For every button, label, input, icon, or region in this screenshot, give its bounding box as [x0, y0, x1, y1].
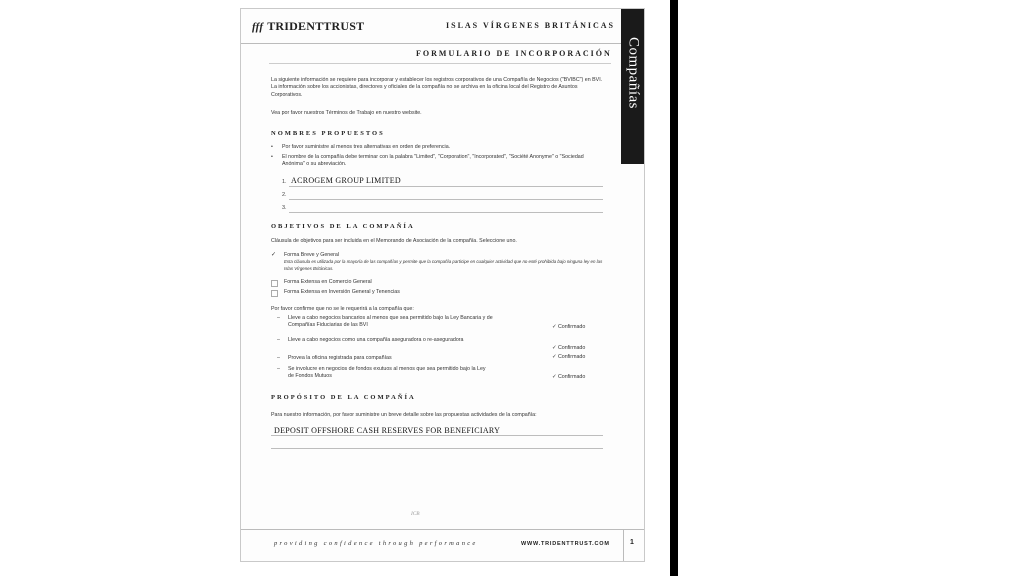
- confirm-item-registered-office: Provea la oficina registrada para compañías: [288, 355, 392, 361]
- confirmed-insurance: [552, 345, 585, 351]
- confirmed-label: Confirmado: [557, 324, 586, 330]
- scan-edge-bar: [670, 0, 678, 576]
- form-page: [240, 8, 645, 562]
- proposed-name-1: ACROGEM GROUP LIMITED: [291, 176, 402, 185]
- option-extensive-commerce: Forma Extensa en Comercio General: [284, 279, 372, 285]
- form-title: FORMULARIO DE INCORPORACIÓN: [416, 49, 612, 58]
- section-heading-purpose: PROPÓSITO DE LA COMPAÑÍA: [271, 394, 416, 401]
- section-heading-names: NOMBRES PROPUESTOS: [271, 130, 385, 137]
- side-tab-label: Compañías: [625, 37, 641, 109]
- trident-logo-icon: fff: [252, 21, 264, 33]
- objectives-intro: Cláusula de objetivos para ser incluida en el Memorando de Asociación de la compañía. Seleccione uno.: [271, 238, 517, 244]
- handwritten-initials: ICB: [411, 511, 420, 517]
- confirmed-label: Confirmado: [557, 374, 586, 380]
- confirm-item-banking: Lleve a cabo negocios bancarios al menos que sea permitido bajo la Ley Bancaria y de Compañías Fiduciarias de las BVI: [288, 315, 493, 329]
- confirm-intro: Por favor confirme que no se le requerirá a la compañía que:: [271, 306, 414, 312]
- region-title: ISLAS VÍRGENES BRITÁNICAS: [446, 21, 616, 30]
- footer-tagline: providing confidence through performance: [274, 540, 478, 547]
- check-mark-icon: ✓: [552, 354, 557, 360]
- name-line-2: [289, 199, 603, 200]
- names-bullet-1: Por favor suministre al menos tres alternativas en orden de preferencia.: [282, 144, 451, 150]
- name-line-3: [289, 212, 603, 213]
- check-mark-icon: ✓: [271, 252, 277, 258]
- confirmed-label: Confirmado: [557, 354, 586, 360]
- name-line-1: [289, 186, 603, 187]
- dash-icon: –: [277, 315, 280, 321]
- names-bullet-2: El nombre de la compañía debe terminar con la palabra "Limited", "Corporation", "Incorporated", "Société Anonyme" o "Sociedad Anónima" o su abreviación.: [282, 154, 584, 168]
- confirmed-label: Confirmado: [557, 345, 586, 351]
- name-number-3: 3.: [282, 205, 287, 211]
- dash-icon: –: [277, 366, 280, 372]
- page-number: 1: [630, 539, 634, 546]
- footer-website: WWW.TRIDENTTRUST.COM: [521, 541, 610, 547]
- footer-divider: [241, 529, 644, 530]
- confirm-item-insurance: Lleve a cabo negocios como una compañía aseguradora o re-aseguradora: [288, 337, 464, 343]
- name-number-2: 2.: [282, 192, 287, 198]
- purpose-line-2: [271, 448, 603, 449]
- purpose-answer: DEPOSIT OFFSHORE CASH RESERVES FOR BENEFICIARY: [274, 426, 501, 435]
- footer-separator: [623, 530, 624, 561]
- confirmed-banking: [552, 324, 585, 330]
- bullet-dot-icon: •: [271, 154, 273, 160]
- checkbox-commerce[interactable]: [271, 280, 278, 287]
- logo-text: TRIDENTTRUST: [267, 19, 365, 33]
- check-mark-icon: ✓: [552, 324, 557, 330]
- option-short-general-note: Esta cláusula es utilizada por la mayoría de las compañías y permite que la compañía participe en cualquier actividad que no esté prohibida bajo ninguna ley en las Islas Vírgenes Británicas.: [284, 259, 603, 271]
- purpose-line-1: [271, 435, 603, 436]
- intro-terms-note: Vea por favor nuestros Términos de Trabajo en nuestro website.: [271, 110, 422, 116]
- header-divider: [241, 43, 621, 44]
- confirm-item-mutual-funds: Se involucre en negocios de fondos exutuos al menos que sea permitido bajo la Ley de Fondos Mutuos: [288, 366, 486, 380]
- bullet-dot-icon: •: [271, 144, 273, 150]
- side-tab: [621, 9, 644, 164]
- option-extensive-investment: Forma Extensa en Inversión General y Tenencias: [284, 289, 400, 295]
- checkbox-investment[interactable]: [271, 290, 278, 297]
- check-mark-icon: ✓: [552, 345, 557, 351]
- intro-paragraph: La siguiente información se requiere para incorporar y establecer los registros corporativos de una Compañía de Negocios ("BVIBC") en BVI. La información sobre los accionistas, directores y oficiales de la compañía no se archiva en la oficina local del Registro de Asuntos Corporativos.: [271, 77, 603, 98]
- trident-trust-logo: [252, 19, 364, 34]
- dash-icon: –: [277, 337, 280, 343]
- dash-icon: –: [277, 355, 280, 361]
- section-heading-objectives: OBJETIVOS DE LA COMPAÑÍA: [271, 223, 415, 230]
- name-number-1: 1.: [282, 179, 287, 185]
- option-short-general: Forma Breve y General: [284, 252, 340, 258]
- purpose-intro: Para nuestro información, por favor suministre un breve detalle sobre las propuestas actividades de la compañía:: [271, 412, 537, 418]
- confirmed-mutual-funds: [552, 374, 585, 380]
- title-divider: [269, 63, 611, 64]
- check-mark-icon: ✓: [552, 374, 557, 380]
- confirmed-registered-office: [552, 354, 585, 360]
